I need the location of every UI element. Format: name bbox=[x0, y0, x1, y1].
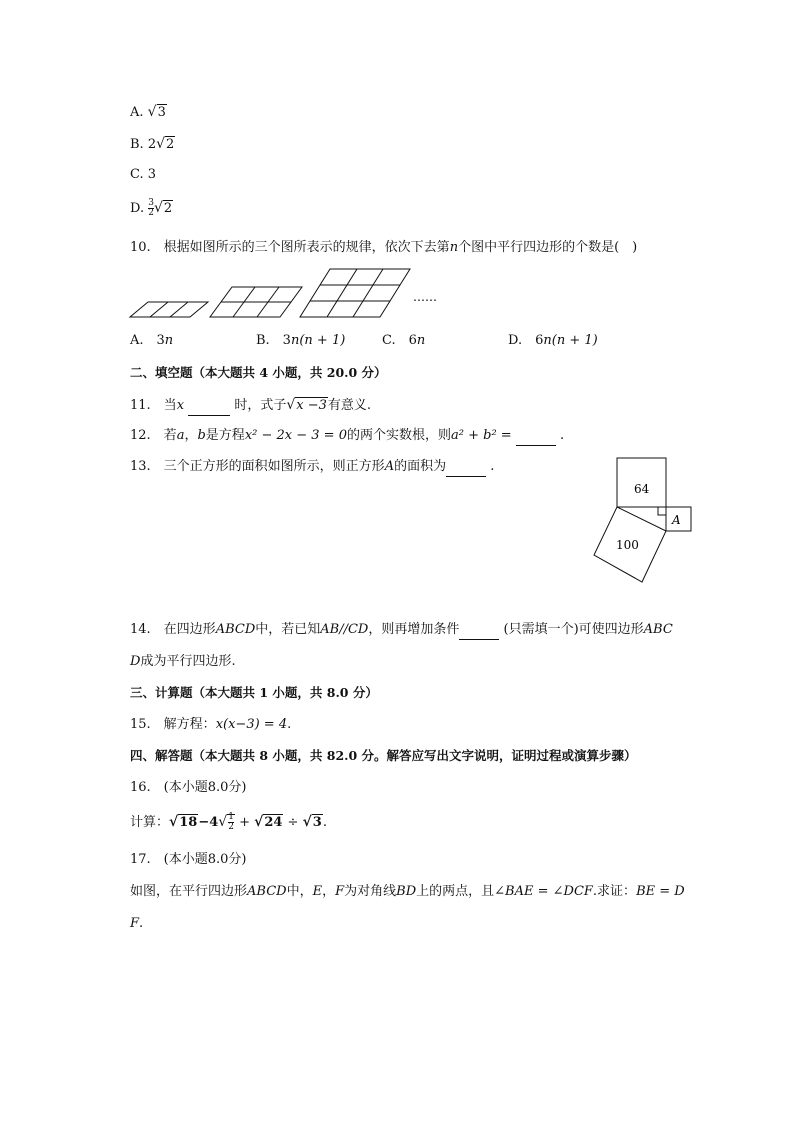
q13-squares-figure bbox=[590, 455, 700, 587]
q11-answer-blank[interactable] bbox=[188, 401, 230, 416]
section-4-heading: 四、解答题（本大题共 8 小题，共 82.0 分。解答应写出文字说明，证明过程或演算步骤） bbox=[130, 748, 637, 763]
q17-line2: F. bbox=[130, 916, 144, 931]
q12-answer-blank[interactable] bbox=[516, 431, 556, 446]
q17-header: 17. (本小题8.0分) bbox=[130, 852, 247, 867]
q14-line2: D成为平行四边形. bbox=[130, 654, 236, 669]
q14-answer-blank[interactable] bbox=[459, 625, 499, 640]
q14-line1: 14. 在四边形ABCD中，若已知AB//CD，则再增加条件 (只需填一个)可使四边形ABC bbox=[130, 620, 673, 640]
q13: 13. 三个正方形的面积如图所示，则正方形A的面积为 . bbox=[130, 457, 494, 477]
q17-line1: 如图，在平行四边形ABCD中，E，F为对角线BD上的两点，且∠BAE = ∠DCF.求证：BE = D bbox=[130, 884, 685, 899]
parallelogram-figure-3 bbox=[300, 269, 410, 317]
q16-expression: 计算：√18−4√ $\frac{1}{2}$ + √24 ÷ √3. bbox=[130, 812, 327, 832]
q10-options: A. 3n B. 3n(n + 1) C. 6n D. 6n(n + 1) bbox=[130, 333, 598, 348]
square-64-label: 64 bbox=[634, 482, 650, 496]
parallelogram-figure-1 bbox=[130, 302, 208, 317]
q9-option-d: D. $\frac{3}{2}$ √2 bbox=[130, 198, 173, 218]
q10-figure bbox=[128, 264, 448, 322]
q9-option-a: A. √3 bbox=[130, 104, 166, 120]
section-2-heading: 二、填空题（本大题共 4 小题，共 20.0 分） bbox=[130, 365, 387, 380]
q13-answer-blank[interactable] bbox=[446, 462, 486, 477]
section-3-heading: 三、计算题（本大题共 1 小题，共 8.0 分） bbox=[130, 685, 378, 700]
q9-option-c: C. 3 bbox=[130, 167, 157, 182]
q11: 11. 当x 时，式子√x −3有意义. bbox=[130, 395, 371, 416]
q9-option-b: B. 2√2 bbox=[130, 136, 175, 152]
square-100-label: 100 bbox=[616, 538, 639, 552]
q15: 15. 解方程：x(x−3) = 4. bbox=[130, 717, 292, 732]
q10-stem: 10. 根据如图所示的三个图所表示的规律，依次下去第n个图中平行四边形的个数是( ) bbox=[130, 240, 638, 255]
parallelogram-figure-2 bbox=[210, 287, 302, 317]
q12: 12. 若a，b是方程x² − 2x − 3 = 0的两个实数根，则a² + b² = . bbox=[130, 426, 564, 446]
q10-ellipsis: …… bbox=[413, 290, 437, 304]
square-a-label: A bbox=[672, 513, 681, 527]
q16-header: 16. (本小题8.0分) bbox=[130, 780, 247, 795]
